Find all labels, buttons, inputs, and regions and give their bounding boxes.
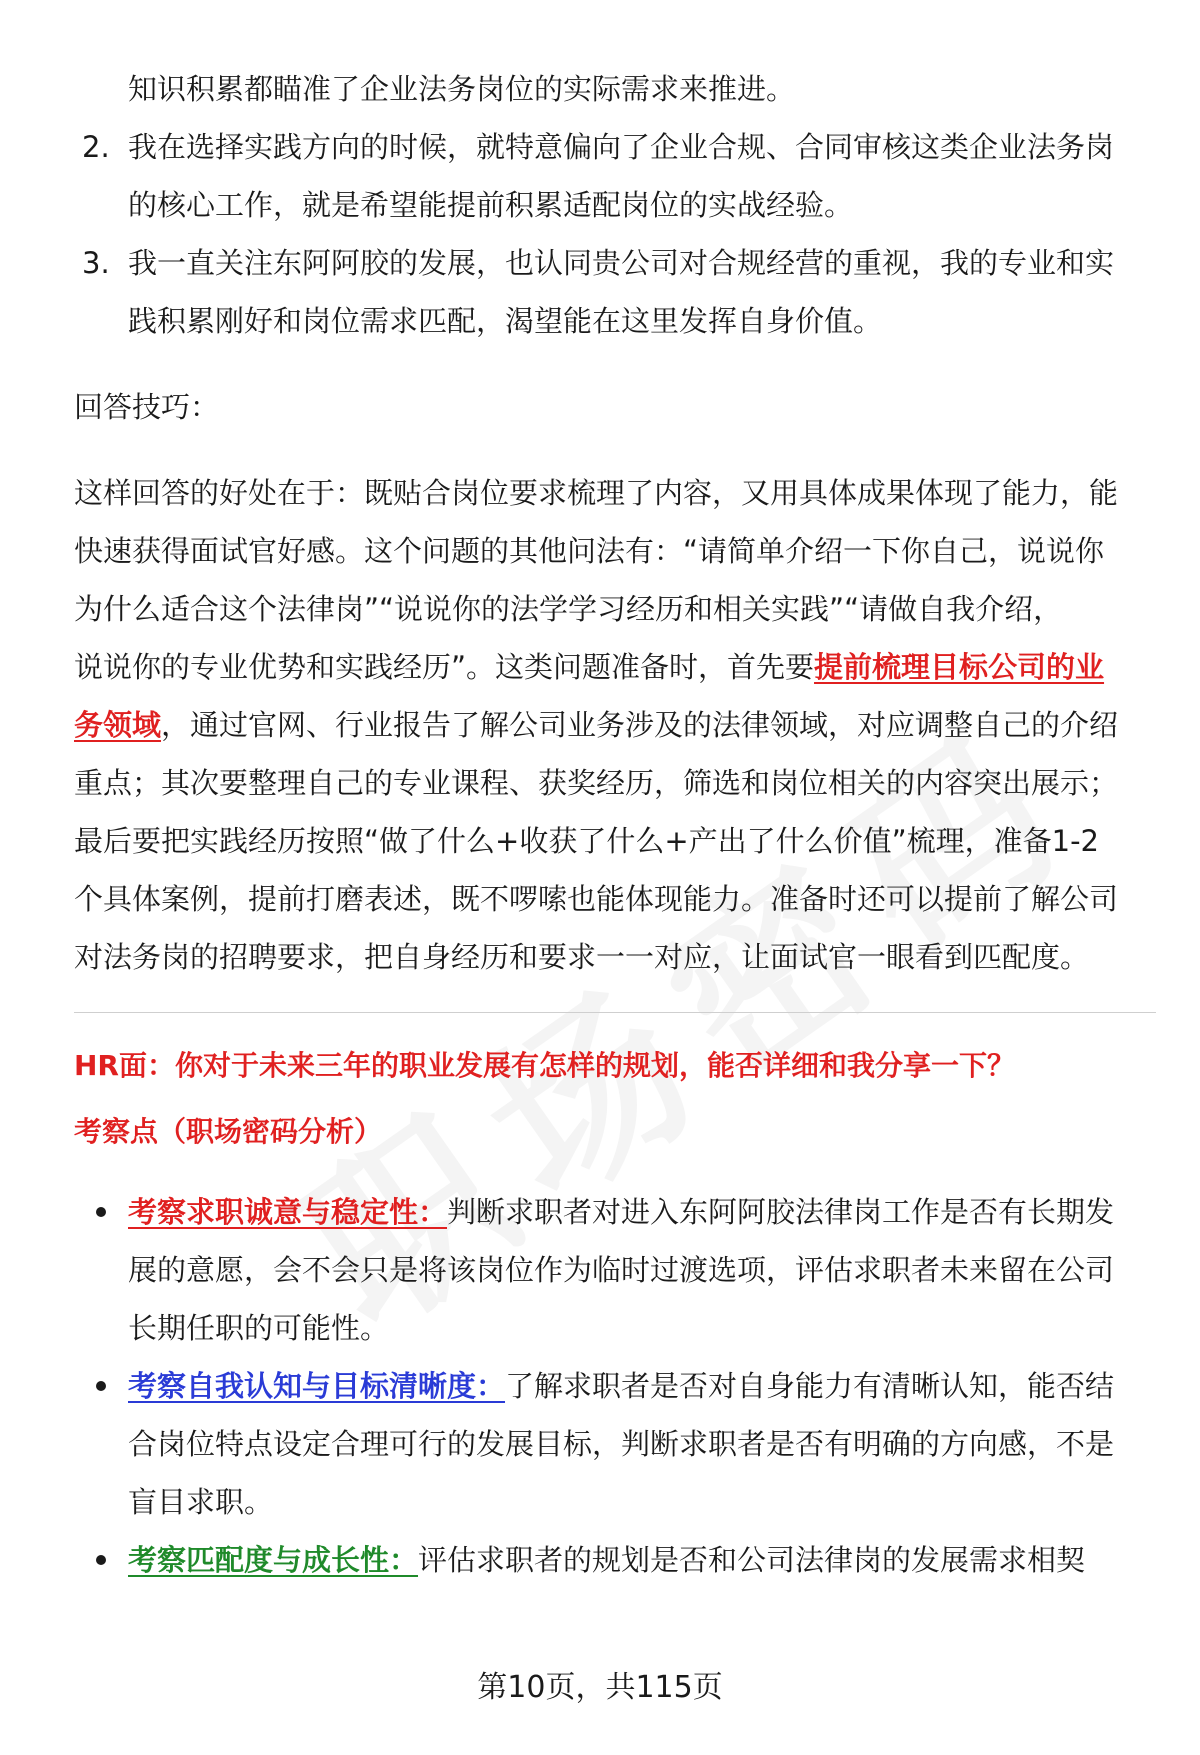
list-item-line: 践积累刚好和岗位需求匹配，渴望能在这里发挥自身价值。 [128,304,883,338]
paragraph-line [74,638,1156,696]
highlight-text: 务领域 [74,708,162,742]
paragraph-text: ，通过官网、行业报告了解公司业务涉及的法律领域，对应调整自己的介绍 [161,708,1119,742]
page-number-footer: 第10页，共115页 [477,1670,723,1705]
list-item [74,118,1156,234]
section-divider [74,1012,1156,1013]
paragraph-line: 个具体案例，提前打磨表述，既不啰嗦也能体现能力。准备时还可以提前了解公司 [74,882,1119,916]
bullet-line [128,1531,1156,1589]
bullet-dot-icon [96,1207,106,1217]
hr-question-title: HR面：你对于未来三年的职业发展有怎样的规划，能否详细和我分享一下？ [74,1049,1015,1082]
tips-heading: 回答技巧： [74,390,220,424]
list-item-line: 我一直关注东阿阿胶的发展，也认同贵公司对合规经营的重视，我的专业和实 [128,246,1115,280]
bullet-text: 了解求职者是否对自身能力有清晰认知，能否结 [505,1369,1115,1403]
bullet-item [74,1357,1156,1531]
bullet-line: 合岗位特点设定合理可行的发展目标，判断求职者是否有明确的方向感，不是 [128,1427,1115,1461]
bullet-line: 展的意愿，会不会只是将该岗位作为临时过渡选项，评估求职者未来留在公司 [128,1253,1115,1287]
numbered-list [74,60,1156,350]
bullet-item [74,1183,1156,1357]
bullet-text: 评估求职者的规划是否和公司法律岗的发展需求相契 [418,1543,1086,1577]
bullet-item [74,1531,1156,1589]
paragraph-line: 快速获得面试官好感。这个问题的其他问法有：“请简单介绍一下你自己，说说你 [74,534,1105,568]
bullet-label: 考察匹配度与成长性： [128,1543,419,1577]
bullet-dot-icon [96,1555,106,1565]
list-number: 3. [82,246,110,280]
list-item-line: 我在选择实践方向的时候，就特意偏向了企业合规、合同审核这类企业法务岗 [128,130,1115,164]
bullet-line [128,1183,1156,1241]
analysis-heading: 考察点（职场密码分析） [74,1115,383,1148]
list-number: 2. [82,130,110,164]
page-content [74,60,1156,1589]
tips-paragraph [74,464,1156,986]
list-item [74,234,1156,350]
paragraph-line [74,696,1156,754]
bullet-list [74,1183,1156,1589]
paragraph-line: 这样回答的好处在于：既贴合岗位要求梳理了内容，又用具体成果体现了能力，能 [74,476,1119,510]
bullet-label: 考察自我认知与目标清晰度： [128,1369,506,1403]
paragraph-line: 重点；其次要整理自己的专业课程、获奖经历，筛选和岗位相关的内容突出展示； [74,766,1119,800]
bullet-line: 盲目求职。 [128,1485,274,1519]
paragraph-line: 最后要把实践经历按照“做了什么+收获了什么+产出了什么价值”梳理，准备1-2 [74,824,1100,858]
list-item-line: 的核心工作，就是希望能提前积累适配岗位的实战经验。 [128,188,854,222]
bullet-label: 考察求职诚意与稳定性： [128,1195,448,1229]
bullet-text: 判断求职者对进入东阿阿胶法律岗工作是否有长期发 [447,1195,1115,1229]
highlight-text: 提前梳理目标公司的业 [814,650,1105,684]
paragraph-text: 说说你的专业优势和实践经历”。这类问题准备时，首先要 [74,650,815,684]
paragraph-line: 对法务岗的招聘要求，把自身经历和要求一一对应，让面试官一眼看到匹配度。 [74,940,1090,974]
list-item-line: 知识积累都瞄准了企业法务岗位的实际需求来推进。 [128,72,796,106]
bullet-dot-icon [96,1381,106,1391]
list-item-continuation [74,60,1156,118]
paragraph-line: 为什么适合这个法律岗”“说说你的法学学习经历和相关实践”“请做自我介绍， [74,592,1063,626]
bullet-line [128,1357,1156,1415]
bullet-line: 长期任职的可能性。 [128,1311,390,1345]
